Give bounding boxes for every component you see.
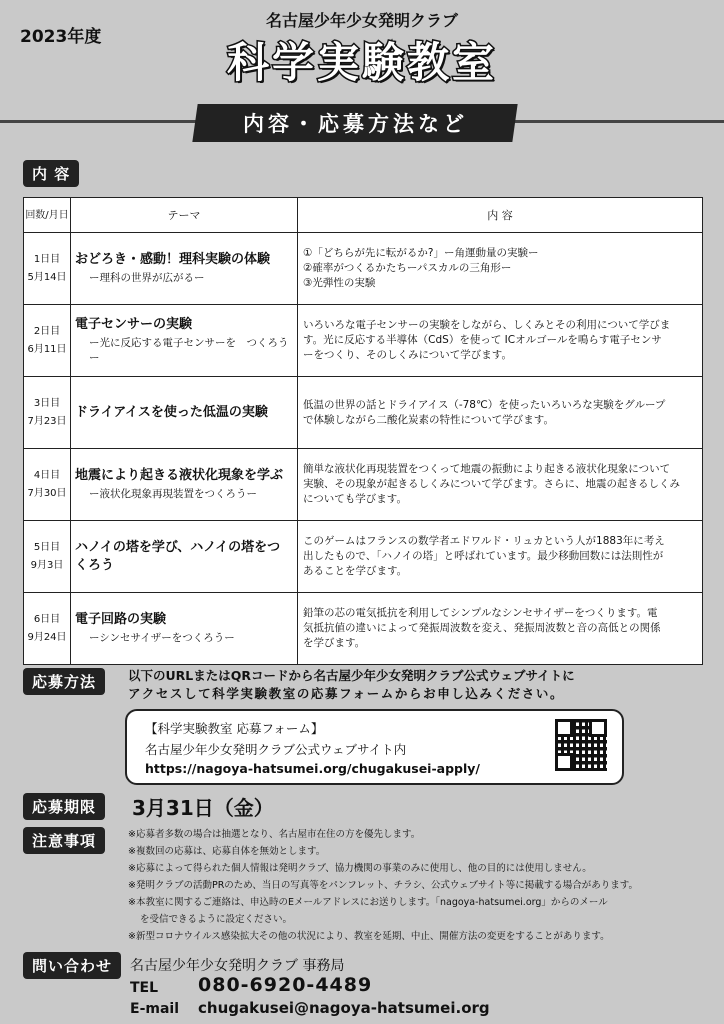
note-item: ※新型コロナウイルス感染拡大その他の状況により、教室を延期、中止、開催方法の変更をすることがあります。 — [128, 931, 610, 942]
session-number: 4日目 — [33, 469, 61, 481]
session-subtheme: ーシンセサイザーをつくろうー — [89, 632, 235, 644]
session-content-line: ③光弾性の実験 — [303, 277, 376, 289]
table-row — [24, 449, 703, 521]
qr-marker — [555, 719, 573, 737]
session-date: 5月14日 — [27, 271, 67, 283]
session-theme-cell — [71, 593, 298, 665]
session-content-cell — [298, 377, 703, 449]
note-item: ※複数回の応募は、応募自体を無効とします。 — [128, 846, 326, 857]
note-item: を受信できるように設定ください。 — [140, 914, 293, 925]
session-subtheme: ー理科の世界が広がるー — [89, 272, 205, 284]
session-content-line: 気抵抗値の違いによって発振周波数を変え、発振周波数と音の高低との関係 — [303, 622, 661, 634]
session-date: 9月24日 — [27, 631, 67, 643]
qr-marker — [589, 719, 607, 737]
session-content-line: ①「どちらが先に転がるか?」ー角運動量の実験ー — [303, 247, 539, 259]
year-label: 2023年度 — [20, 27, 102, 47]
table-row — [24, 305, 703, 377]
session-subtheme: ー光に反応する電子センサーを つくろうー — [89, 336, 289, 364]
note-item: ※応募によって得られた個人情報は発明クラブ、協力機関の事業のみに使用し、他の目的には使用しません。 — [128, 863, 592, 874]
section-tag-content: 内 容 — [23, 160, 79, 187]
session-content-line: いろいろな電子センサーの実験をしながら、しくみとその利用について学びま — [303, 319, 671, 331]
header-date: 回数/月日 — [24, 198, 71, 233]
form-title: 【科学実験教室 応募フォーム】 — [145, 721, 324, 736]
session-theme: おどろき・感動！理科実験の体験 — [75, 252, 271, 267]
organizer-name: 名古屋少年少女発明クラブ — [265, 11, 458, 30]
session-content-line: を学びます。 — [303, 637, 366, 649]
session-theme-cell — [71, 521, 298, 593]
session-date: 9月3日 — [30, 559, 64, 571]
session-content-line: 実験、その現象が起きるしくみについて学びます。さらに、地震の起きるしくみ — [303, 478, 680, 490]
section-tag-notes: 注意事項 — [23, 827, 105, 854]
section-tag-apply: 応募方法 — [23, 668, 105, 695]
table-row — [24, 233, 703, 305]
session-theme-cell — [71, 233, 298, 305]
session-theme: 電子回路の実験 — [75, 612, 167, 627]
session-theme: 地震により起きる液状化現象を学ぶ — [75, 468, 284, 483]
note-item: ※本教室に関するご連絡は、申込時のEメールアドレスにお送りします。「nagoya-hatsumei.org」からのメール — [128, 897, 608, 908]
session-theme-cell — [71, 449, 298, 521]
session-theme: 電子センサーの実験 — [75, 316, 193, 332]
session-number: 6日目 — [33, 613, 61, 625]
session-date-cell — [24, 305, 71, 377]
session-content-line: このゲームはフランスの数学者エドワルド・リュカという人が1883年に考え — [303, 535, 665, 547]
session-content-line: 簡単な液状化再現装置をつくって地震の振動により起きる液状化現象について — [303, 463, 671, 475]
subtitle-text: 内容・応募方法など — [242, 112, 468, 136]
header-theme: テーマ — [71, 198, 298, 233]
session-content-line: あることを学びます。 — [303, 565, 408, 577]
session-date: 7月23日 — [27, 415, 67, 427]
tel-number[interactable]: 080-6920-4489 — [198, 974, 373, 996]
table-row — [24, 521, 703, 593]
session-content-cell — [298, 305, 703, 377]
qr-code[interactable] — [555, 719, 607, 771]
subtitle-banner — [192, 104, 517, 142]
apply-instructions — [128, 667, 575, 703]
section-tag-deadline: 応募期限 — [23, 793, 105, 820]
session-theme-cell — [71, 377, 298, 449]
session-date-cell — [24, 233, 71, 305]
table-header-row — [24, 198, 703, 233]
apply-form-box — [125, 709, 624, 785]
session-content-line: 出したもので、「ハノイの塔」と呼ばれています。最少移動回数には法則性が — [303, 550, 664, 562]
email-label: E-mail — [130, 1001, 180, 1017]
schedule-table — [23, 197, 703, 665]
form-site: 名古屋少年少女発明クラブ公式ウェブサイト内 — [145, 742, 407, 757]
note-item: ※発明クラブの活動PRのため、当日の写真等をパンフレット、チラシ、公式ウェブサイト等に掲載する場合があります。 — [128, 880, 639, 891]
notes-list — [128, 826, 708, 945]
session-content-cell — [298, 449, 703, 521]
contact-org: 名古屋少年少女発明クラブ 事務局 — [130, 958, 345, 974]
table-row — [24, 593, 703, 665]
session-theme-cell — [71, 305, 298, 377]
table-row — [24, 377, 703, 449]
session-subtheme: ー液状化現象再現装置をつくろうー — [89, 488, 257, 500]
deadline-date: 3月31日（金） — [132, 796, 274, 820]
session-theme: ハノイの塔を学び、ハノイの塔をつくろう — [75, 539, 281, 573]
email-address[interactable]: chugakusei@nagoya-hatsumei.org — [198, 999, 490, 1017]
apply-text-line: 以下のURLまたはQRコードから名古屋少年少女発明クラブ公式ウェブサイトに — [128, 668, 575, 683]
session-date-cell — [24, 449, 71, 521]
session-content-line: ②確率がつくるかたちーパスカルの三角形ー — [303, 262, 512, 274]
session-number: 2日目 — [33, 325, 61, 337]
session-date-cell — [24, 593, 71, 665]
page-title: 科学実験教室 — [226, 38, 497, 87]
note-item: ※応募者多数の場合は抽選となり、名古屋市在住の方を優先します。 — [128, 829, 421, 840]
header-content: 内 容 — [298, 198, 703, 233]
apply-text-line: アクセスして科学実験教室の応募フォームからお申し込みください。 — [128, 686, 565, 701]
session-date-cell — [24, 377, 71, 449]
session-content-line: 鉛筆の芯の電気抵抗を利用してシンプルなシンセサイザーをつくります。電 — [303, 607, 658, 619]
session-number: 1日目 — [33, 253, 61, 265]
session-content-cell — [298, 521, 703, 593]
session-content-cell — [298, 233, 703, 305]
tel-label: TEL — [130, 980, 159, 996]
session-content-line: で体験しながら二酸化炭素の特性について学びます。 — [303, 413, 554, 426]
session-content-line: ーをつくり、そのしくみについて学びます。 — [303, 349, 512, 361]
session-date: 6月11日 — [27, 343, 67, 355]
session-number: 3日目 — [33, 397, 61, 409]
session-content-line: についても学びます。 — [303, 493, 407, 505]
session-content-cell — [298, 593, 703, 665]
form-url-link[interactable]: https://nagoya-hatsumei.org/chugakusei-apply/ — [145, 761, 480, 776]
session-date-cell — [24, 521, 71, 593]
session-content-line: す。光に反応する半導体（CdS）を使って ICオルゴールを鳴らす電子センサ — [303, 334, 662, 346]
session-number: 5日目 — [33, 541, 61, 553]
section-tag-contact: 問い合わせ — [23, 952, 121, 979]
qr-marker — [555, 753, 573, 771]
session-content-line: 低温の世界の話とドライアイス（-78℃）を使ったいろいろな実験をグループ — [303, 398, 666, 411]
session-date: 7月30日 — [27, 487, 67, 499]
session-theme: ドライアイスを使った低温の実験 — [75, 404, 268, 420]
